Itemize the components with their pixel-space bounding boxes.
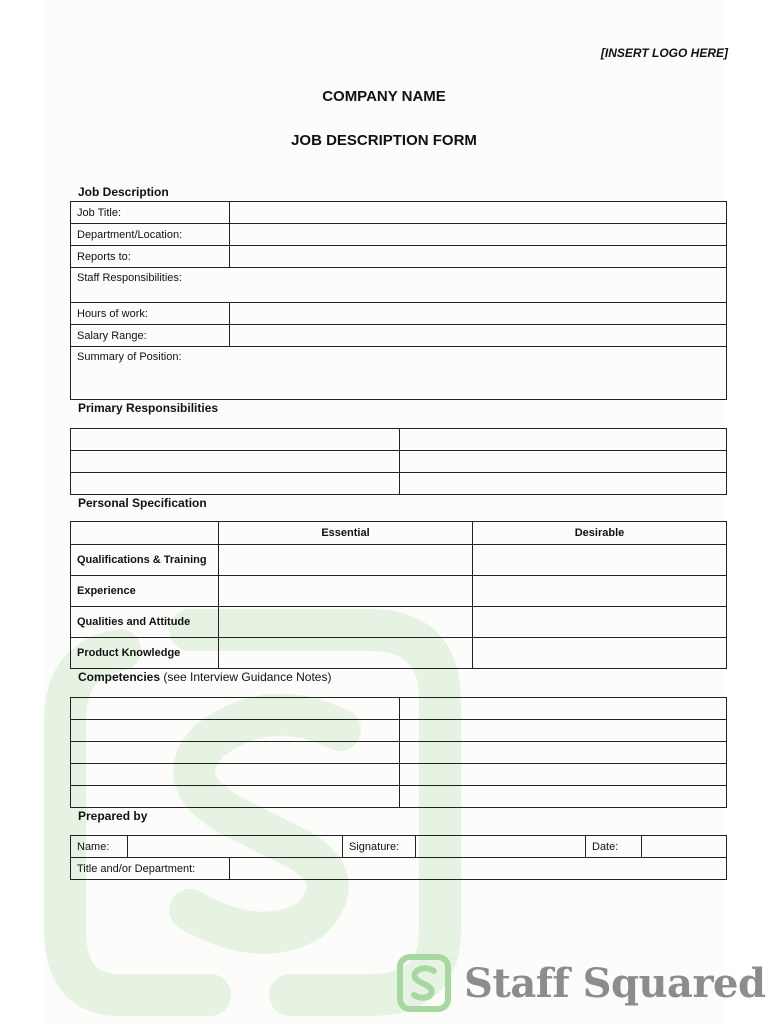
date-field[interactable] bbox=[642, 836, 727, 858]
competency-cell[interactable] bbox=[400, 720, 727, 742]
competency-cell[interactable] bbox=[400, 742, 727, 764]
responsibility-cell[interactable] bbox=[400, 451, 727, 473]
staff-responsibilities-field[interactable]: Staff Responsibilities: bbox=[71, 268, 727, 303]
competency-cell[interactable] bbox=[400, 786, 727, 808]
department-label: Department/Location: bbox=[71, 224, 230, 246]
signature-label: Signature: bbox=[343, 836, 416, 858]
responsibility-cell[interactable] bbox=[71, 429, 400, 451]
name-field[interactable] bbox=[128, 836, 343, 858]
responsibility-cell[interactable] bbox=[71, 451, 400, 473]
staff-squared-logo-icon bbox=[396, 953, 452, 1013]
competency-cell[interactable] bbox=[71, 698, 400, 720]
form-title: JOB DESCRIPTION FORM bbox=[291, 132, 477, 149]
responsibility-cell[interactable] bbox=[400, 473, 727, 495]
essential-cell[interactable] bbox=[219, 607, 473, 638]
title-department-field[interactable] bbox=[230, 858, 727, 880]
competency-cell[interactable] bbox=[400, 764, 727, 786]
summary-field[interactable]: Summary of Position: bbox=[71, 347, 727, 400]
job-title-field[interactable] bbox=[230, 202, 727, 224]
job-title-label: Job Title: bbox=[71, 202, 230, 224]
essential-cell[interactable] bbox=[219, 545, 473, 576]
spec-row-label: Qualifications & Training bbox=[71, 545, 219, 576]
department-field[interactable] bbox=[230, 224, 727, 246]
reports-to-label: Reports to: bbox=[71, 246, 230, 268]
brand-name: Staff Squared bbox=[464, 959, 766, 1007]
essential-header: Essential bbox=[219, 522, 473, 545]
salary-field[interactable] bbox=[230, 325, 727, 347]
competencies-note: (see Interview Guidance Notes) bbox=[160, 670, 332, 684]
competency-cell[interactable] bbox=[71, 720, 400, 742]
signature-field[interactable] bbox=[416, 836, 586, 858]
hours-field[interactable] bbox=[230, 303, 727, 325]
personal-specification-heading: Personal Specification bbox=[78, 496, 207, 510]
desirable-cell[interactable] bbox=[473, 638, 727, 669]
personal-specification-table bbox=[70, 521, 727, 669]
company-name: COMPANY NAME bbox=[322, 88, 446, 105]
essential-cell[interactable] bbox=[219, 638, 473, 669]
job-description-table bbox=[70, 201, 727, 400]
title-department-label: Title and/or Department: bbox=[71, 858, 230, 880]
job-description-heading: Job Description bbox=[78, 185, 169, 199]
logo-placeholder: [INSERT LOGO HERE] bbox=[600, 46, 728, 60]
desirable-cell[interactable] bbox=[473, 545, 727, 576]
primary-responsibilities-heading: Primary Responsibilities bbox=[78, 401, 219, 415]
spec-row-label: Experience bbox=[71, 576, 219, 607]
spec-corner-cell bbox=[71, 522, 219, 545]
desirable-header: Desirable bbox=[473, 522, 727, 545]
spec-row-label: Product Knowledge bbox=[71, 638, 219, 669]
name-label: Name: bbox=[71, 836, 128, 858]
competencies-title: Competencies bbox=[78, 670, 161, 684]
competencies-table bbox=[70, 697, 727, 808]
reports-to-field[interactable] bbox=[230, 246, 727, 268]
hours-label: Hours of work: bbox=[71, 303, 230, 325]
prepared-by-table bbox=[70, 835, 727, 858]
responsibility-cell[interactable] bbox=[71, 473, 400, 495]
prepared-by-table-row2 bbox=[70, 857, 727, 880]
competency-cell[interactable] bbox=[71, 786, 400, 808]
competency-cell[interactable] bbox=[71, 742, 400, 764]
essential-cell[interactable] bbox=[219, 576, 473, 607]
desirable-cell[interactable] bbox=[473, 607, 727, 638]
salary-label: Salary Range: bbox=[71, 325, 230, 347]
competencies-heading bbox=[78, 670, 331, 684]
spec-row-label: Qualities and Attitude bbox=[71, 607, 219, 638]
desirable-cell[interactable] bbox=[473, 576, 727, 607]
prepared-by-heading: Prepared by bbox=[78, 809, 148, 823]
competency-cell[interactable] bbox=[400, 698, 727, 720]
primary-responsibilities-table bbox=[70, 428, 727, 495]
staff-squared-brand bbox=[396, 952, 765, 1014]
date-label: Date: bbox=[586, 836, 642, 858]
competency-cell[interactable] bbox=[71, 764, 400, 786]
responsibility-cell[interactable] bbox=[400, 429, 727, 451]
